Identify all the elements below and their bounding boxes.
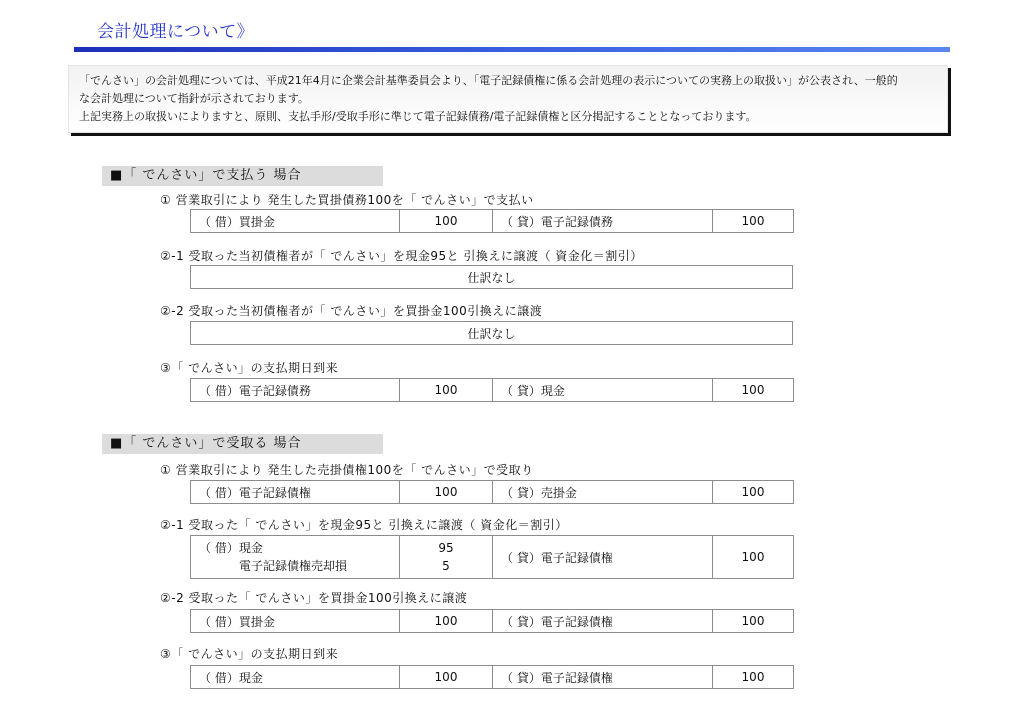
page-title: 会計処理について》 [97, 22, 255, 42]
step-label: ②-1 受取った当初債権者が「 でんさい」を現金95と 引換えに譲渡（ 資金化＝割引） [160, 249, 643, 263]
table-row [191, 536, 794, 579]
journal-entry-table [190, 378, 794, 402]
step-label: ③「 でんさい」の支払期日到来 [160, 647, 339, 661]
journal-entry-table [190, 535, 794, 579]
step-label: ②-1 受取った「 でんさい」を現金95と 引換えに譲渡（ 資金化＝割引） [160, 518, 568, 532]
step-label: ②-2 受取った当初債権者が「 でんさい」を買掛金100引換えに譲渡 [160, 304, 543, 318]
journal-entry-table [190, 665, 794, 689]
table-row [191, 481, 794, 504]
info-line: 上記実務上の取扱いによりますと、原則、支払手形/受取手形に準じて電子記録債務/電子記録債権と区分掲記することとなっております。 [79, 110, 757, 123]
journal-entry-table [190, 609, 794, 633]
credit-amount: 100 [713, 610, 794, 633]
info-box [68, 65, 948, 133]
debit-account: （ 借）電子記録債権 [191, 481, 400, 504]
debit-amount: 100 [400, 210, 493, 233]
step-label: ① 営業取引により 発生した買掛債務100を「 でんさい」で支払い [160, 193, 534, 207]
credit-amount: 100 [713, 481, 794, 504]
debit-amount: 100 [400, 666, 493, 689]
step-label: ②-2 受取った「 でんさい」を買掛金100引換えに譲渡 [160, 591, 468, 605]
credit-amount: 100 [713, 666, 794, 689]
no-entry-cell: 仕訳なし [191, 322, 793, 345]
debit-amount-2: 5 [442, 559, 450, 573]
info-line: な会計処理について指針が示されております。 [79, 92, 309, 105]
section-header-pay: ■「 でんさい」で支払う 場合 [102, 166, 383, 186]
debit-account: （ 借）現金 [199, 541, 263, 555]
journal-entry-table [190, 321, 793, 345]
credit-amount: 100 [713, 536, 794, 579]
debit-amount: 100 [400, 610, 493, 633]
credit-account: （ 貸）電子記録債権 [493, 536, 713, 579]
journal-entry-table [190, 209, 794, 233]
credit-account: （ 貸）現金 [493, 379, 713, 402]
info-line: 「でんさい」の会計処理については、平成21年4月に企業会計基準委員会より、「電子記録債権に係る会計処理の表示についての実務上の取扱い」が公表され、一般的 [79, 74, 898, 87]
table-row [191, 610, 794, 633]
debit-amounts [400, 536, 493, 579]
credit-amount: 100 [713, 379, 794, 402]
debit-account: （ 借）買掛金 [191, 610, 400, 633]
credit-account: （ 貸）電子記録債権 [493, 610, 713, 633]
debit-amount: 95 [438, 541, 454, 555]
debit-accounts [191, 536, 400, 579]
debit-account: （ 借）電子記録債務 [191, 379, 400, 402]
debit-amount: 100 [400, 379, 493, 402]
table-row [191, 322, 793, 345]
table-row [191, 266, 793, 289]
credit-account: （ 貸）電子記録債務 [493, 210, 713, 233]
credit-account: （ 貸）電子記録債権 [493, 666, 713, 689]
debit-account: （ 借）現金 [191, 666, 400, 689]
no-entry-cell: 仕訳なし [191, 266, 793, 289]
debit-amount: 100 [400, 481, 493, 504]
debit-account: （ 借）買掛金 [191, 210, 400, 233]
credit-amount: 100 [713, 210, 794, 233]
title-divider [74, 47, 950, 52]
credit-account: （ 貸）売掛金 [493, 481, 713, 504]
step-label: ③「 でんさい」の支払期日到来 [160, 361, 339, 375]
journal-entry-table [190, 480, 794, 504]
step-label: ① 営業取引により 発生した売掛債権100を「 でんさい」で受取り [160, 463, 534, 477]
section-header-receive: ■「 でんさい」で受取る 場合 [102, 434, 383, 454]
debit-account-2: 電子記録債権売却損 [239, 559, 348, 573]
table-row [191, 666, 794, 689]
table-row [191, 210, 794, 233]
table-row [191, 379, 794, 402]
journal-entry-table [190, 265, 793, 289]
